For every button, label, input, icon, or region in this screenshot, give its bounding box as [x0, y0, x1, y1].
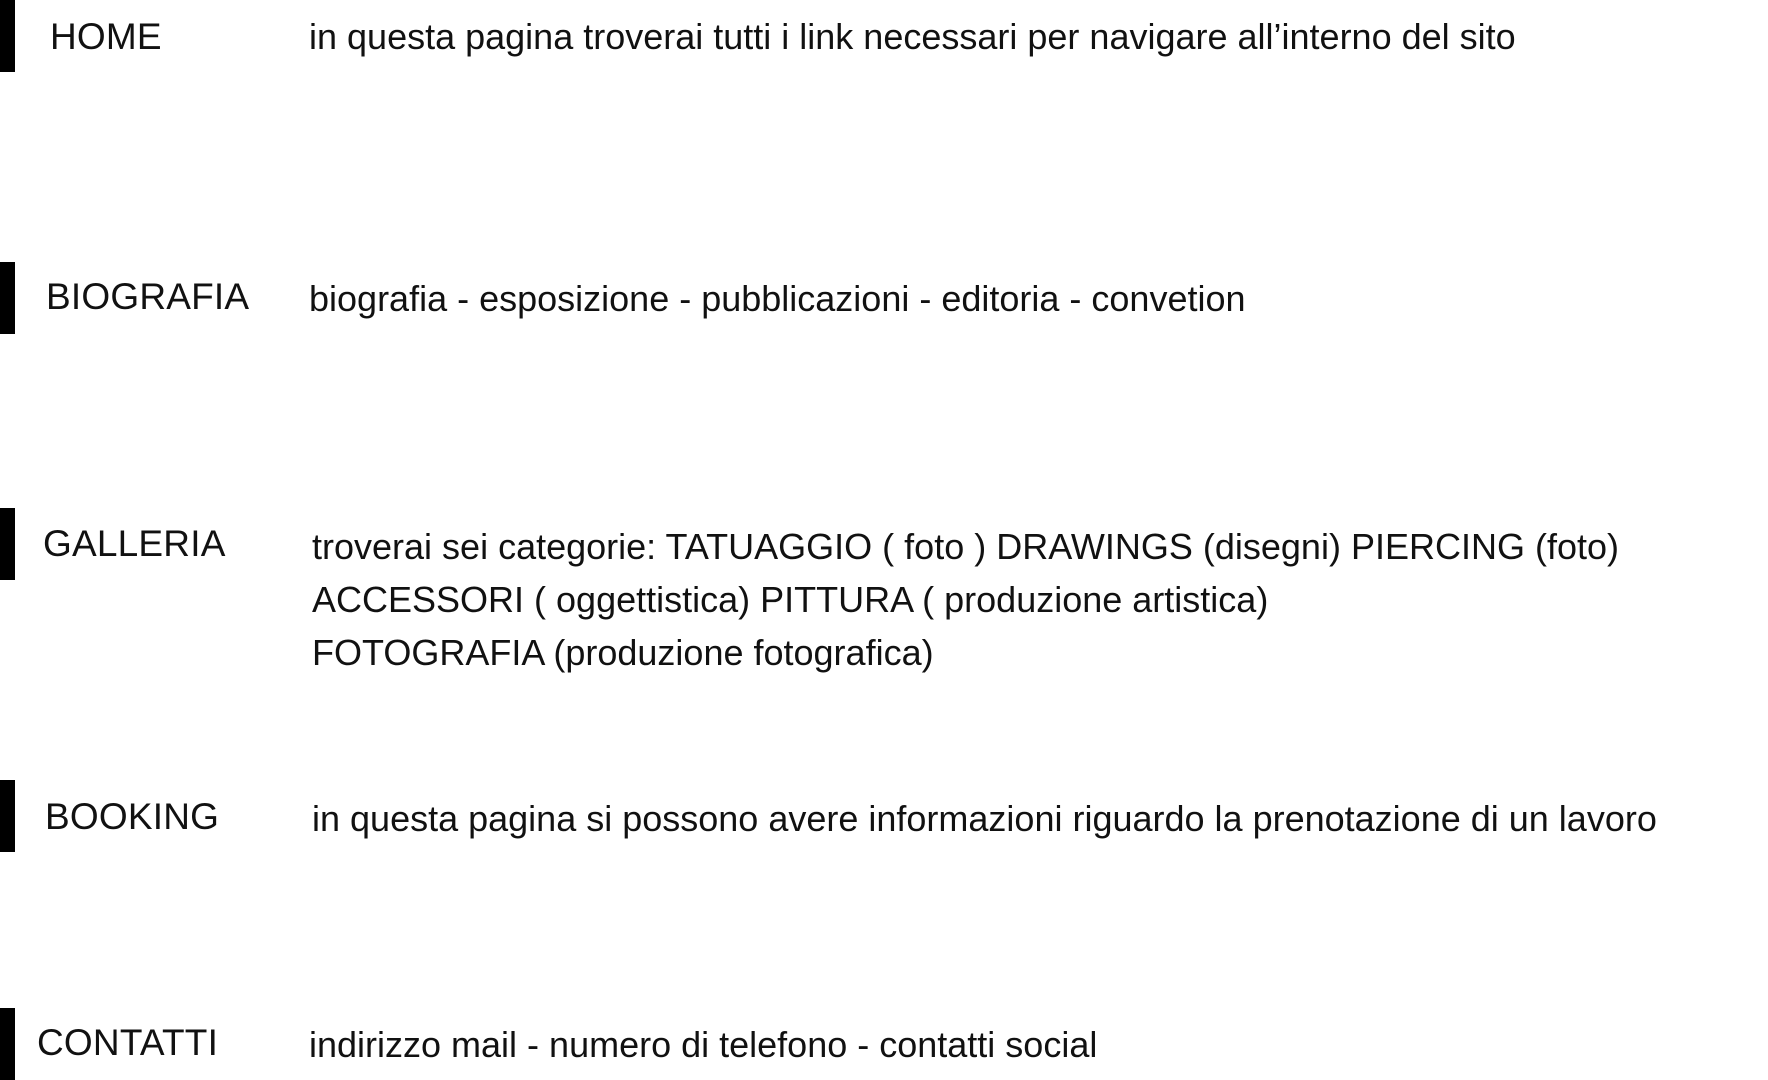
description-line: troverai sei categorie: TATUAGGIO ( foto ) DRAWINGS (disegni) PIERCING (foto)	[312, 526, 1619, 567]
description-line: ACCESSORI ( oggettistica) PITTURA ( produzione artistica)	[312, 579, 1269, 620]
section-description-home	[309, 10, 1516, 63]
section-marker-bar	[0, 508, 15, 580]
section-marker-bar	[0, 0, 15, 72]
section-label-home[interactable]: HOME	[50, 16, 162, 57]
description-line: in questa pagina si possono avere informazioni riguardo la prenotazione di un lavoro	[312, 798, 1657, 839]
section-marker-bar	[0, 1008, 15, 1080]
description-line: FOTOGRAFIA (produzione fotografica)	[312, 632, 934, 673]
section-description-galleria	[312, 520, 1619, 679]
section-description-booking	[312, 792, 1657, 845]
description-line: biografia - esposizione - pubblicazioni - editoria - convetion	[309, 278, 1246, 319]
section-marker-bar	[0, 780, 15, 852]
description-line: indirizzo mail - numero di telefono - contatti social	[309, 1024, 1098, 1065]
section-description-biografia	[309, 272, 1246, 325]
section-label-biografia[interactable]: BIOGRAFIA	[46, 276, 250, 317]
section-description-contatti	[309, 1018, 1097, 1071]
description-line: in questa pagina troverai tutti i link necessari per navigare all’interno del sito	[309, 16, 1516, 57]
section-marker-bar	[0, 262, 15, 334]
section-label-booking[interactable]: BOOKING	[45, 796, 220, 837]
section-label-galleria[interactable]: GALLERIA	[43, 523, 226, 564]
section-label-contatti[interactable]: CONTATTI	[37, 1022, 219, 1063]
